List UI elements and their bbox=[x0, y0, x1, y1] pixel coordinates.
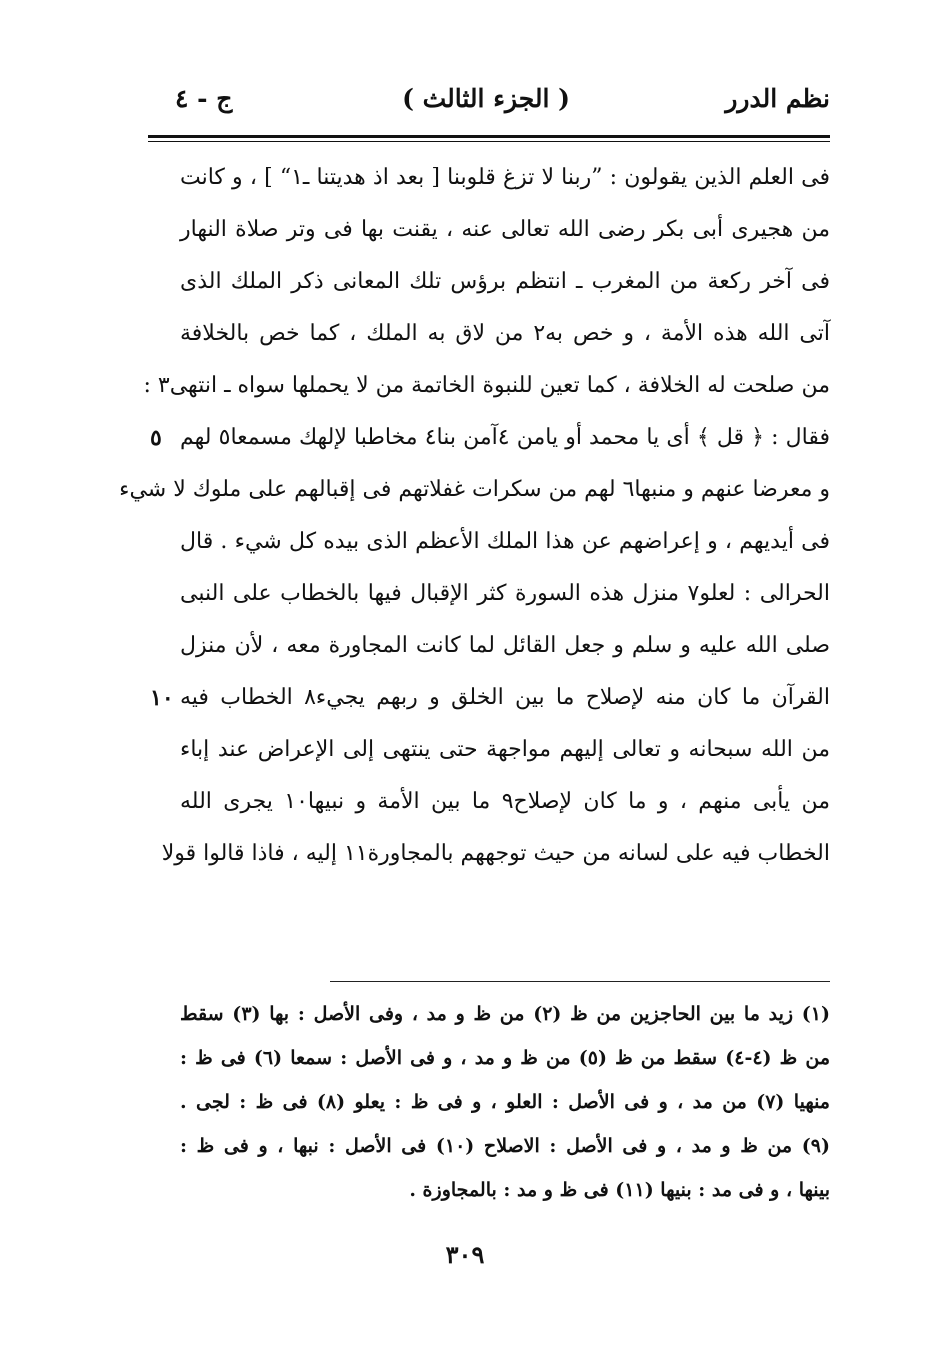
footnotes bbox=[180, 992, 830, 1212]
text-line: من الله سبحانه و تعالى إليهم مواجهة حتى ينتهى إلى الإعراض عند إباء bbox=[180, 737, 830, 762]
text-line: صلى الله عليه و سلم و جعل القائل لما كانت المجاورة معه ، لأن منزل bbox=[180, 633, 830, 658]
text-line: فى آخر ركعة من المغرب ـ انتظم برؤس تلك المعانى ذكر الملك الذى bbox=[180, 269, 830, 294]
text-line: فى أيديهم ، و إعراضهم عن هذا الملك الأعظم الذى بيده كل شيء . قال bbox=[180, 529, 830, 554]
line-number-10: ١٠ bbox=[150, 685, 174, 711]
text-line: الخطاب فيه على لسانه من حيث توجههم بالمجاورة١١ إليه ، فاذا قالوا قولا bbox=[161, 841, 830, 866]
volume-label: ج - ٤ bbox=[175, 84, 233, 113]
text-line: آتى الله هذه الأمة ، و خص به٢ من لاق به الملك ، كما خص بالخلافة bbox=[180, 321, 830, 346]
footnote-separator bbox=[330, 981, 830, 982]
footnote-line: من ظ (٤-٤) سقط من ظ (٥) من ظ و مد ، و فى الأصل : سمعا (٦) فى ظ : bbox=[180, 1047, 830, 1069]
text-line: من يأبى منهم ، و ما كان لإصلاح٩ ما بين الأمة و نبيها١٠ يجرى الله bbox=[180, 789, 830, 814]
text-line: فى العلم الذين يقولون : ”ربنا لا تزغ قلوبنا [ بعد اذ هديتنا ـ١“ ] ، و كانت bbox=[180, 165, 830, 190]
text-line: القرآن ما كان منه لإصلاح ما بين الخلق و ربهم يجيء٨ الخطاب فيه bbox=[180, 685, 830, 710]
footnote-line: منهيا (٧) من مد ، و فى الأصل : العلو ، و فى ظ : يعلو (٨) فى ظ : لجى . bbox=[180, 1091, 830, 1113]
text-line: من هجيرى أبى بكر رضى الله تعالى عنه ، يقنت بها فى وتر صلاة النهار bbox=[180, 217, 830, 242]
text-line: الحرالى : لعلو٧ منزل هذه السورة كثر الإقبال فيها بالخطاب على النبى bbox=[180, 581, 831, 606]
header-rule-thin bbox=[148, 141, 830, 142]
part-label: ( الجزء الثالث ) bbox=[402, 84, 570, 113]
book-title: نظم الدرر bbox=[725, 84, 830, 113]
footnote-line: بينها ، و فى مد : بنيها (١١) فى ظ و مد : بالمجاوزة . bbox=[409, 1179, 830, 1201]
page-number: ٣٠٩ bbox=[445, 1240, 485, 1269]
footnote-line: (٩) من ظ و مد ، و فى الأصل : الاصلاح (١٠) فى الأصل : نبها ، و فى ظ : bbox=[180, 1135, 830, 1157]
header-rule-thick bbox=[148, 135, 830, 138]
main-text bbox=[119, 152, 831, 880]
text-line: من صلحت له الخلافة ، كما تعين للنبوة الخاتمة من لا يحملها سواه ـ انتهى٣ : bbox=[143, 373, 830, 398]
running-header bbox=[175, 80, 830, 128]
footnote-line: (١) زيد ما بين الحاجزين من ظ (٢) من ظ و مد ، وفى الأصل : بها (٣) سقط bbox=[180, 1003, 831, 1025]
text-line: و معرضا عنهم و منبها٦ لهم من سكرات غفلاتهم فى إقبالهم على ملوك لا شيء bbox=[119, 477, 830, 502]
text-line: فقال : ﴿ قل ﴾ أى يا محمد أو يامن ٤آمن بنا٤ مخاطبا لإلهك مسمعا٥ لهم bbox=[180, 425, 830, 450]
line-number-5: ٥ bbox=[150, 425, 162, 451]
